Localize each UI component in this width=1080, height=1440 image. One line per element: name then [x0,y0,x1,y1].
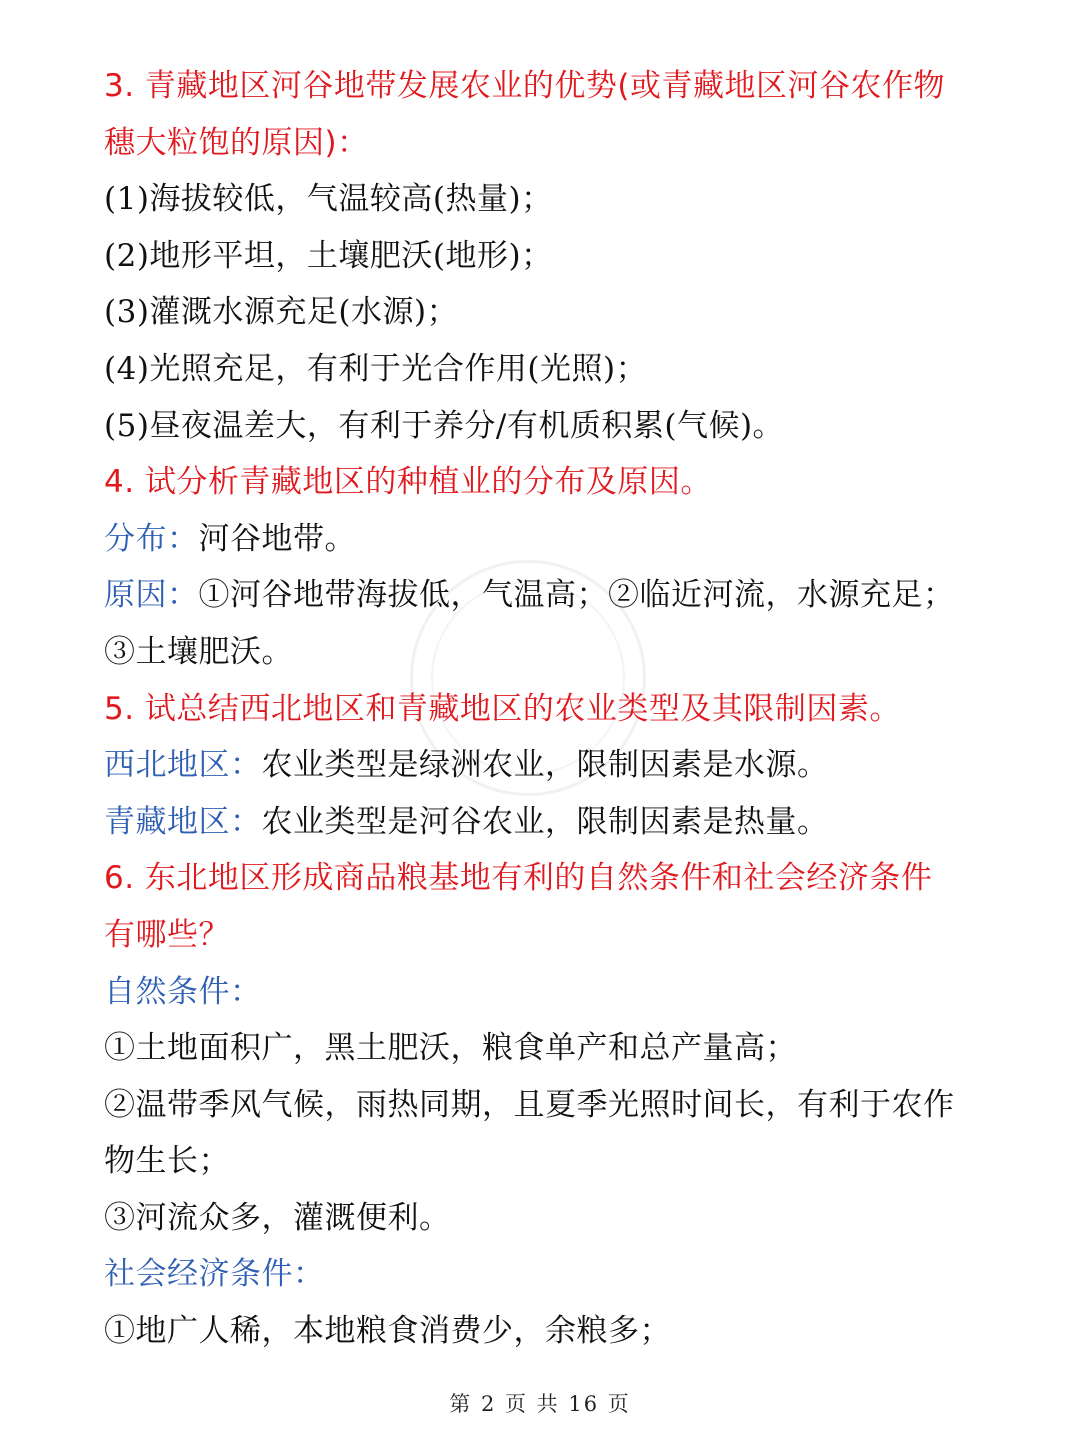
q4-distribution-label: 分布： [104,520,199,557]
q3-item-4: (4)光照充足，有利于光合作用(光照)； [104,350,648,387]
q4-reason-label: 原因： [104,577,199,614]
q3-item-5: (5)昼夜温差大，有利于养分/有机质积累(气候)。 [104,407,785,444]
q4-reason-text-line1: ①河谷地带海拔低，气温高；②临近河流，水源充足； [198,577,955,614]
q4-reason [104,567,984,624]
q6-natural-item-1: ①土地面积广，黑土肥沃，粮食单产和总产量高； [104,1030,797,1067]
q6-natural-item-2: ②温带季风气候，雨热同期，且夏季光照时间长，有利于农作 [104,1086,955,1123]
q5-qinghai-tibet [104,794,984,851]
q5-northwest-label: 西北地区： [104,747,262,784]
q3-item-2: (2)地形平坦，土壤肥沃(地形)； [104,237,553,274]
q4-distribution [104,511,984,568]
question-4-title: 4. 试分析青藏地区的种植业的分布及原因。 [104,464,712,501]
question-5-title: 5. 试总结西北地区和青藏地区的农业类型及其限制因素。 [104,690,901,727]
q3-item-1: (1)海拔较低，气温较高(热量)； [104,181,553,218]
q5-qinghai-tibet-text: 农业类型是河谷农业，限制因素是热量。 [261,803,829,840]
q6-natural-item-3: ③河流众多，灌溉便利。 [104,1199,451,1236]
q5-northwest [104,737,984,794]
page-footer: 第 2 页 共 16 页 [449,1392,631,1416]
q6-natural-label: 自然条件： [104,973,262,1010]
q6-natural-item-2-cont: 物生长； [104,1143,230,1180]
document-page [104,58,984,1360]
question-3-title-line2: 穗大粒饱的原因)： [104,124,369,161]
question-6-title-line1: 6. 东北地区形成商品粮基地有利的自然条件和社会经济条件 [104,860,933,897]
q3-item-3: (3)灌溉水源充足(水源)； [104,294,459,331]
question-6-title-line2: 有哪些？ [104,916,230,953]
q6-socio-label: 社会经济条件： [104,1256,325,1293]
q4-distribution-text: 河谷地带。 [198,520,356,557]
q5-northwest-text: 农业类型是绿洲农业，限制因素是水源。 [261,747,829,784]
q6-socio-item-1: ①地广人稀，本地粮食消费少，余粮多； [104,1313,671,1350]
question-3-title-line1: 3. 青藏地区河谷地带发展农业的优势(或青藏地区河谷农作物 [104,68,946,104]
q5-qinghai-tibet-label: 青藏地区： [104,803,262,840]
q4-reason-text-line2: ③土壤肥沃。 [104,633,293,670]
